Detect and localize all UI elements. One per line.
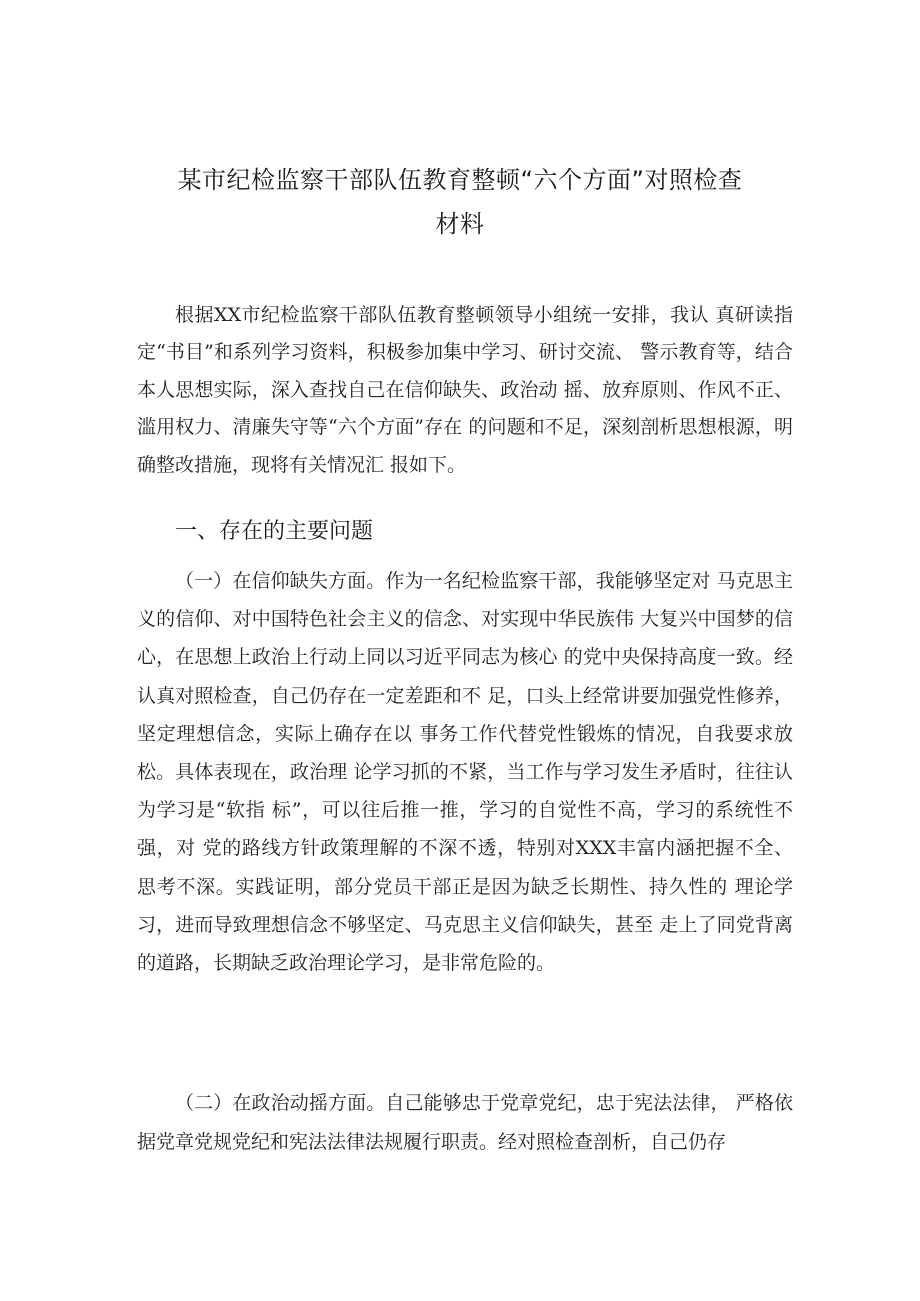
document-title-line-1: 某市纪检监察干部队伍教育整顿“六个方面”对照检查 bbox=[177, 166, 743, 194]
document-title bbox=[120, 158, 800, 246]
paragraph-political-wavering: （二）在政治动摇方面。自己能够忠于党章党纪，忠于宪法法律， 严格依据党章党规党纪和宪法法律法规履行职责。经对照检查剖析，自己仍存 bbox=[137, 1092, 793, 1153]
section-heading-main-problems: 一、存在的主要问题 bbox=[175, 519, 374, 544]
paragraph-belief-deficiency: （一）在信仰缺失方面。作为一名纪检监察干部，我能够坚定对 马克思主义的信仰、对中国特色社会主义的信念、对实现中华民族伟 大复兴中国梦的信心，在思想上政治上行动上同以习近平同志为核心 的党中央保持高度一致。经认真对照检查，自己仍存在一定差距和不 足，口头上经常讲要加强党性修养，坚定理想信念，实际上确存在以 事务工作代替党性锻炼的情况，自我要求放松。具体表现在，政治理 论学习抓的不紧，当工作与学习发生矛盾时，往往认为学习是“软指 标”，可以往后推一推，学习的自觉性不高，学习的系统性不强，对 党的路线方针政策理解的不深不透，特别对XXX丰富内涵把握不全、 思考不深。实践证明，部分党员干部正是因为缺乏长期性、持久性的 理论学习，进而导致理想信念不够坚定、马克思主义信仰缺失，甚至 走上了同党背离的道路，长期缺乏政治理论学习，是非常危险的。 bbox=[137, 570, 793, 975]
intro-paragraph: 根据XX市纪检监察干部队伍教育整顿领导小组统一安排，我认 真研读指定“书目”和系列学习资料，积极参加集中学习、研讨交流、 警示教育等，结合本人思想实际，深入查找自己在信仰缺失、政治动 摇、放弃原则、作风不正、滥用权力、清廉失守等“六个方面”存在 的问题和不足，深刻剖析思想根源，明确整改措施，现将有关情况汇 报如下。 bbox=[137, 304, 793, 476]
document-title-line-2: 材料 bbox=[435, 210, 485, 238]
